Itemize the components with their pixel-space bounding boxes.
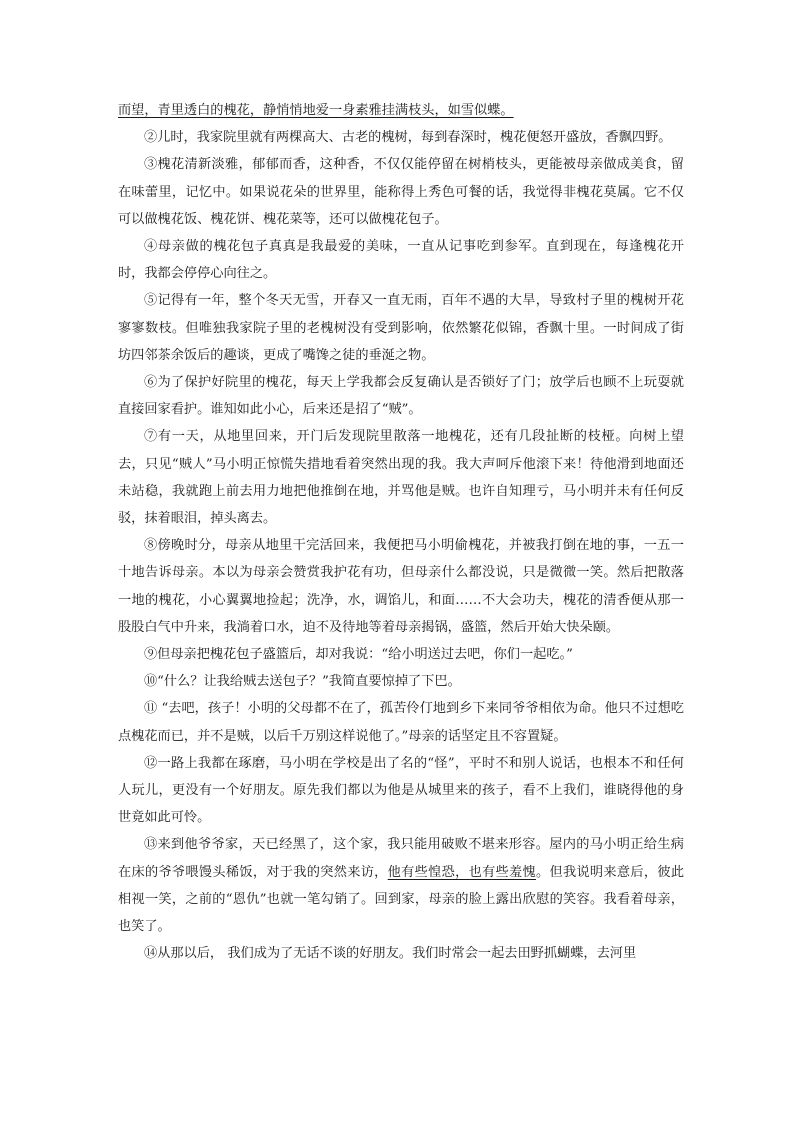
paragraph-p14	[118, 940, 684, 967]
paragraph-p8	[118, 532, 684, 641]
paragraph-p9	[118, 641, 684, 668]
paragraph-p4	[118, 233, 684, 287]
paragraph-p5	[118, 287, 684, 369]
paragraph-text: ⑭从那以后， 我们成为了无话不谈的好朋友。我们时常会一起去田野抓蝴蝶，去河里	[144, 946, 637, 962]
paragraph-text: ⑦有一天，从地里回来，开门后发现院里散落一地槐花，还有几段扯断的枝桠。向树上望去，只见“贼人”马小明正惊慌失措地看着突然出现的我。我大声呵斥他滚下来！待他滑到地面还未站稳，我就跑上前去用力地把他推倒在地，并骂他是贼。也许自知理亏，马小明并未有任何反驳，抹着眼泪，掉头离去。	[118, 429, 684, 527]
paragraph-text: ⑬来到他爷爷家，天已经黑了，这个家，我只能用破败不堪来形容。屋内的马小明正给生病在床的爷爷喂馒头稀饭，对于我的突然来访，	[118, 837, 684, 880]
paragraph-p0	[118, 97, 684, 124]
paragraph-p13	[118, 831, 684, 940]
paragraph-text: ③槐花清新淡雅，郁郁而香，这种香，不仅仅能停留在树梢枝头，更能被母亲做成美食，留在味蕾里，记忆中。如果说花朵的世界里，能称得上秀色可餐的话，我觉得非槐花莫属。它不仅可以做槐花饭、槐花饼、槐花菜等，还可以做槐花包子。	[118, 157, 684, 227]
paragraph-text: ⑩“什么？让我给贼去送包子？”我简直要惊掉了下巴。	[144, 674, 461, 690]
paragraph-text: ⑨但母亲把槐花包子盛篮后，却对我说：“给小明送过去吧，你们一起吃。”	[144, 647, 573, 663]
underlined-text: 他有些惶恐，也有些羞愧	[387, 864, 536, 880]
underlined-text: 而望，青里透白的槐花，静悄悄地爱一身素雅挂满枝头，如雪似蝶。	[118, 103, 514, 118]
paragraph-text: 。但我说明来意后，彼此相视一笑，之前的“恩仇”也就一笔勾销了。回到家，母亲的脸上露出欣慰的笑容。我看着母亲，也笑了。	[118, 864, 685, 935]
paragraph-text: ②儿时，我家院里就有两棵高大、古老的槐树，每到春深时，槐花便怒开盛放，香飘四野。	[144, 130, 672, 146]
paragraph-text: ⑥为了保护好院里的槐花，每天上学我都会反复确认是否锁好了门；放学后也顾不上玩耍就直接回家看护。谁知如此小心，后来还是招了“贼”。	[118, 375, 684, 418]
paragraph-text: ④母亲做的槐花包子真真是我最爱的美味，一直从记事吃到参军。直到现在，每逢槐花开时，我都会停停心向往之。	[118, 239, 684, 282]
paragraph-p7	[118, 423, 684, 532]
paragraph-p10	[118, 668, 684, 695]
paragraph-p11	[118, 695, 684, 749]
paragraph-text: ⑫一路上我都在琢磨，马小明在学校是出了名的“怪”，平时不和别人说话，也根本不和任何人玩儿，更没有一个好朋友。原先我们都以为他是从城里来的孩子，看不上我们，谁晓得他的身世竟如此可怜。	[118, 755, 684, 826]
paragraph-text: ⑪ “去吧，孩子！小明的父母都不在了，孤苦伶仃地到乡下来同爷爷相依为命。他只不过想吃点槐花而已，并不是贼，以后千万别这样说他了。”母亲的话坚定且不容置疑。	[118, 701, 684, 744]
paragraph-p12	[118, 750, 684, 832]
paragraph-p3	[118, 151, 684, 233]
paragraph-text: ⑤记得有一年，整个冬天无雪，开春又一直无雨，百年不遇的大旱，导致村子里的槐树开花寥寥数枝。但唯独我家院子里的老槐树没有受到影响，依然繁花似锦，香飘十里。一时间成了街坊四邻茶余饭后的趣谈，更成了嘴馋之徒的垂涎之物。	[118, 293, 684, 363]
paragraph-p6	[118, 369, 684, 423]
paragraph-p2	[118, 124, 684, 151]
paragraph-text: ⑧傍晚时分，母亲从地里干完活回来，我便把马小明偷槐花，并被我打倒在地的事，一五一十地告诉母亲。本以为母亲会赞赏我护花有功，但母亲什么都没说，只是微微一笑。然后把散落一地的槐花，小心翼翼地捡起；洗净，水，调馅儿，和面……不大会功夫，槐花的清香便从那一股股白气中升来，我淌着口水，迫不及待地等着母亲揭锅，盛篮，然后开始大快朵颐。	[118, 538, 684, 635]
article-body	[118, 97, 684, 968]
